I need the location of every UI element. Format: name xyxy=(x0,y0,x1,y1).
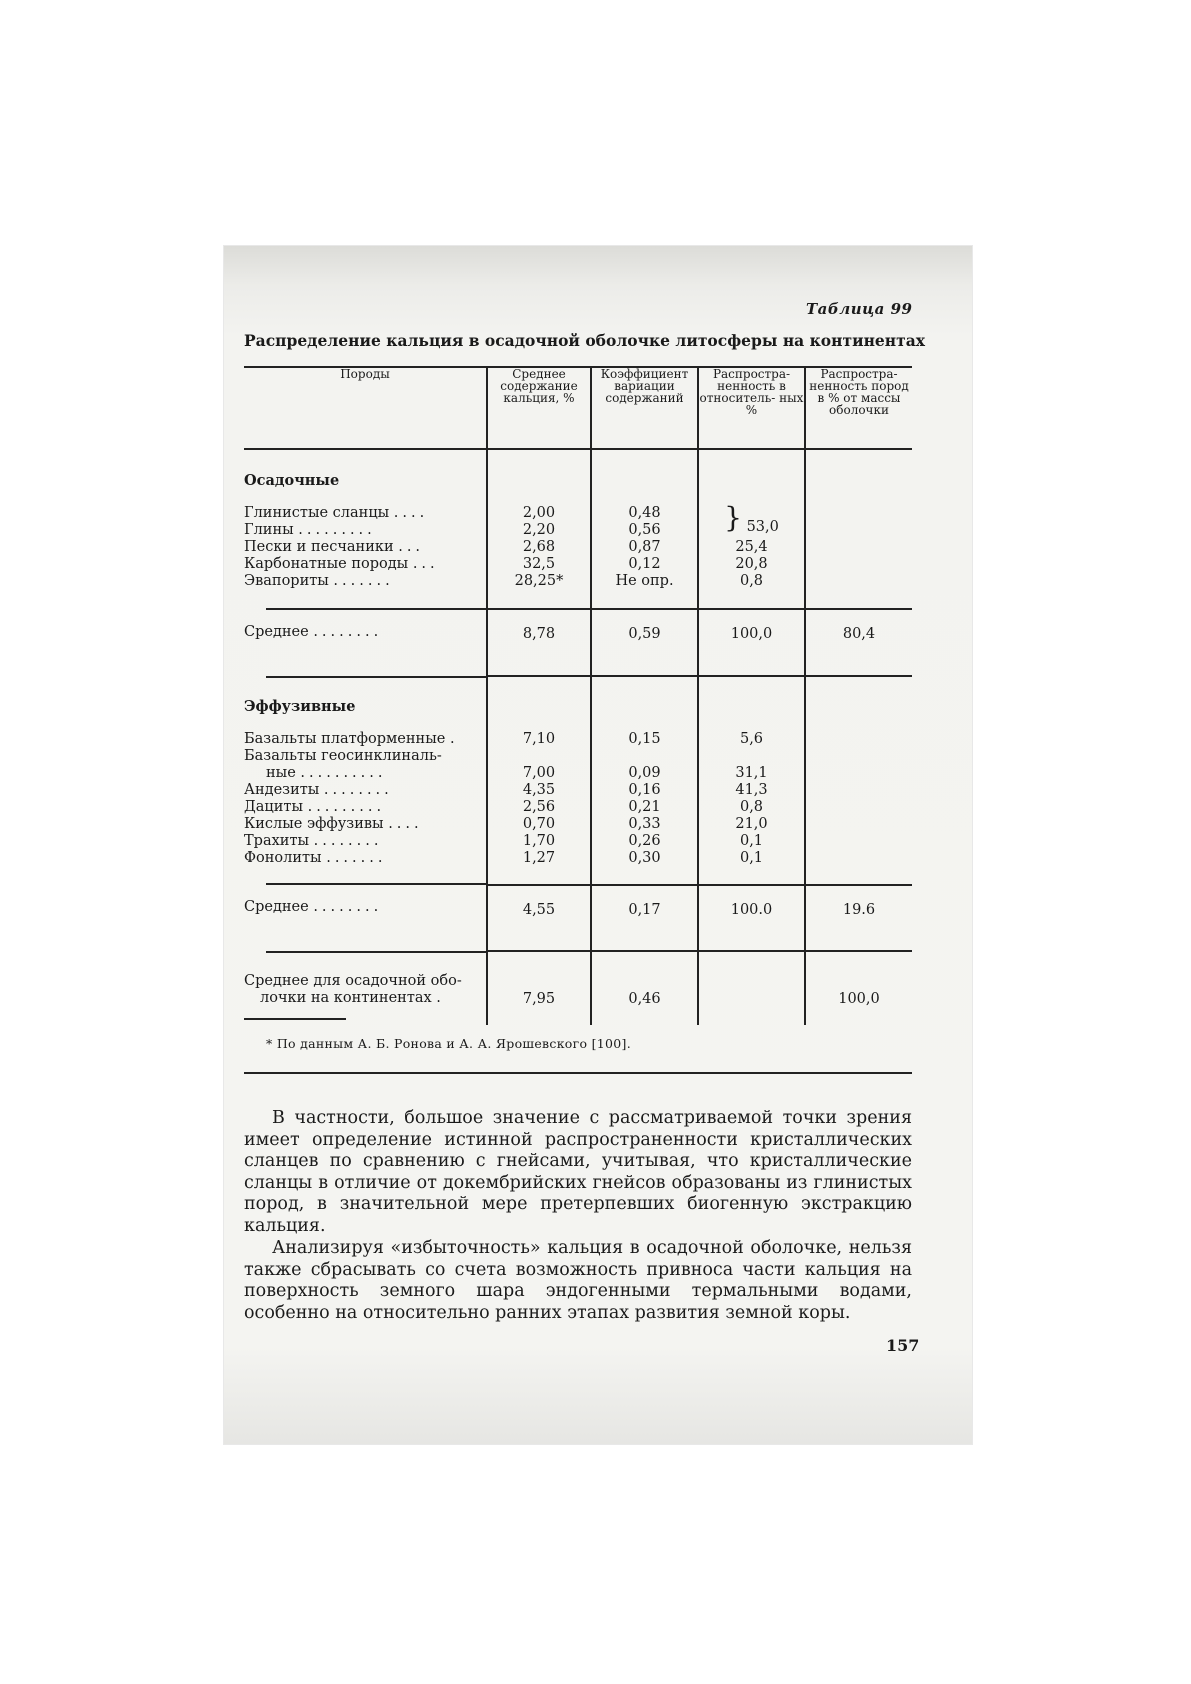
group-title-effusive: Эффузивные xyxy=(244,698,356,715)
cell-coef: 0,48 xyxy=(591,505,698,522)
row-name: Пески и песчаники xyxy=(244,539,394,555)
cell-coef: Не опр. xyxy=(591,573,698,590)
rule-line xyxy=(266,608,486,624)
average-row-sedimentary xyxy=(244,609,912,654)
footnote: * По данным А. Б. Ронова и А. А. Ярошевского [100]. xyxy=(266,1036,631,1051)
table-row: Андезиты ........ 4,35 0,16 41,3 xyxy=(244,782,912,799)
table-row: Трахиты ........ 1,70 0,26 0,1 xyxy=(244,833,912,850)
total-row: Среднее для осадочной обо- лочки на континентах . 7,95 0,46 100,0 xyxy=(244,973,912,1025)
cell-share: 5,6 xyxy=(698,731,805,748)
cell-coef: 0,16 xyxy=(591,782,698,799)
cell-coef: 0,26 xyxy=(591,833,698,850)
spacer xyxy=(244,590,912,609)
brace-icon: } xyxy=(724,501,742,534)
row-name: Глины xyxy=(244,522,294,538)
cell-avg: 1,27 xyxy=(487,850,591,867)
rule-line xyxy=(266,951,486,953)
calcium-table xyxy=(244,366,912,1025)
cell-share: 41,3 xyxy=(698,782,805,799)
spacer xyxy=(244,929,912,951)
row-name: Дациты xyxy=(244,799,303,815)
cell-mass: 19.6 xyxy=(805,885,912,929)
row-name-cell: Среднее ........ xyxy=(244,609,487,654)
group-title-row xyxy=(244,698,912,715)
table-row: Эвапориты ....... 28,25* Не опр. 0,8 xyxy=(244,573,912,590)
group-rule-row xyxy=(244,676,912,698)
total-name-line2: лочки на континентах xyxy=(260,990,432,1006)
row-name: Базальты платформенные xyxy=(244,731,446,747)
table-row: Пески и песчаники ... 2,68 0,87 25,4 xyxy=(244,539,912,556)
row-name: Фонолиты xyxy=(244,850,322,866)
cell-avg: 2,00 xyxy=(487,505,591,522)
page-number: 157 xyxy=(886,1336,920,1355)
cell-avg: 4,55 xyxy=(487,885,591,929)
total-rule-row xyxy=(244,951,912,973)
table-row: Кислые эффузивы .... 0,70 0,33 21,0 xyxy=(244,816,912,833)
table-row: Глины ......... 2,20 0,56 xyxy=(244,522,912,539)
row-name: Андезиты xyxy=(244,782,320,798)
cell-share: 31,1 xyxy=(698,765,805,782)
header-relative-share: Распростра- ненность в относитель- ных % xyxy=(698,367,805,449)
rule-line xyxy=(266,883,486,899)
row-name: Глинистые сланцы xyxy=(244,505,390,521)
paragraph-2: Анализируя «избыточность» кальция в осадочной оболочке, нельзя также сбрасывать со счета возможность привноса части кальция на поверхность земного шара эндогенными термальными водами, особенно на относительно ранних этапах развития земной коры. xyxy=(244,1238,912,1323)
average-row-effusive xyxy=(244,885,912,929)
group-title-sedimentary: Осадочные xyxy=(244,472,340,489)
cell-avg: 2,56 xyxy=(487,799,591,816)
cell-coef: 0,30 xyxy=(591,850,698,867)
header-variation: Коэффициент вариации содержаний xyxy=(591,367,698,449)
cell-share: 0,8 xyxy=(698,799,805,816)
cell-avg: 8,78 xyxy=(487,609,591,654)
row-name: Кислые эффузивы xyxy=(244,816,384,832)
cell-coef: 0,17 xyxy=(591,885,698,929)
spacer xyxy=(244,715,912,731)
table-row: Дациты ......... 2,56 0,21 0,8 xyxy=(244,799,912,816)
header-mass-share: Распростра- ненность пород в % от массы оболочки xyxy=(805,367,912,449)
cell-share: 0,1 xyxy=(698,833,805,850)
table-row: Базальты платформенные . 7,10 0,15 5,6 xyxy=(244,731,912,748)
cell-share: 20,8 xyxy=(698,556,805,573)
cell-avg: 2,68 xyxy=(487,539,591,556)
cell-coef: 0,09 xyxy=(591,765,698,782)
table-row xyxy=(244,748,912,765)
rule-line xyxy=(266,676,486,678)
cell-coef: 0,46 xyxy=(591,973,698,1025)
cell-avg: 2,20 xyxy=(487,522,591,539)
cell-mass: 100,0 xyxy=(805,973,912,1025)
row-name: ные xyxy=(266,765,296,781)
cell-avg: 4,35 xyxy=(487,782,591,799)
spacer xyxy=(244,654,912,676)
header-avg-calcium: Среднее содержание кальция, % xyxy=(487,367,591,449)
cell-coef: 0,87 xyxy=(591,539,698,556)
table-title: Распределение кальция в осадочной оболочке литосферы на континентах xyxy=(244,331,926,350)
cell-avg: 7,10 xyxy=(487,731,591,748)
spacer xyxy=(244,489,912,505)
cell-coef: 0,12 xyxy=(591,556,698,573)
cell-avg: 0,70 xyxy=(487,816,591,833)
cell-share: 25,4 xyxy=(698,539,805,556)
row-name: Базальты геосинклиналь- xyxy=(244,748,442,764)
cell-share xyxy=(698,973,805,1025)
cell-coef: 0,33 xyxy=(591,816,698,833)
cell-avg: 7,95 xyxy=(487,973,591,1025)
table-row: Глинистые сланцы .... 2,00 0,48 } 53,0 xyxy=(244,505,912,522)
table-row: Карбонатные породы ... 32,5 0,12 20,8 xyxy=(244,556,912,573)
cell-coef: 0,56 xyxy=(591,522,698,539)
cell-share: 100,0 xyxy=(698,609,805,654)
cell-share: 0,1 xyxy=(698,850,805,867)
cell-share: 0,8 xyxy=(698,573,805,590)
footnote-rule xyxy=(244,1018,346,1020)
total-name-line1: Среднее для осадочной обо- xyxy=(244,973,462,989)
table-row: ные .......... 7,00 0,09 31,1 xyxy=(244,765,912,782)
table-end-rule xyxy=(244,1072,912,1074)
paragraph-1: В частности, большое значение с рассматриваемой точки зрения имеет определение истинной распространенности кристаллических сланцев по сравнению с гнейсами, учитывая, что кристаллические сланцы в отличие от докембрийских гнейсов образованы из глинистых пород, в значительной мере претерпевших биогенную экстракцию кальция. xyxy=(244,1108,912,1236)
table-label: Таблица 99 xyxy=(806,300,913,318)
group-title-row xyxy=(244,472,912,489)
header-rocks: Породы xyxy=(244,367,487,449)
cell-avg: 28,25* xyxy=(487,573,591,590)
row-name-cell: Среднее ........ xyxy=(244,885,487,929)
cell-avg: 32,5 xyxy=(487,556,591,573)
cell-share: 21,0 xyxy=(698,816,805,833)
cell-share: 100.0 xyxy=(698,885,805,929)
cell-avg: 1,70 xyxy=(487,833,591,850)
cell-coef: 0,21 xyxy=(591,799,698,816)
table-header-row xyxy=(244,367,912,449)
cell-avg: 7,00 xyxy=(487,765,591,782)
table-row: Фонолиты ....... 1,27 0,30 0,1 xyxy=(244,850,912,867)
row-name: Карбонатные породы xyxy=(244,556,409,572)
row-name: Трахиты xyxy=(244,833,310,849)
cell-share-brace: } 53,0 xyxy=(698,505,805,539)
cell-mass: 80,4 xyxy=(805,609,912,654)
row-name: Эвапориты xyxy=(244,573,329,589)
spacer xyxy=(244,449,912,472)
cell-coef: 0,59 xyxy=(591,609,698,654)
cell-coef: 0,15 xyxy=(591,731,698,748)
